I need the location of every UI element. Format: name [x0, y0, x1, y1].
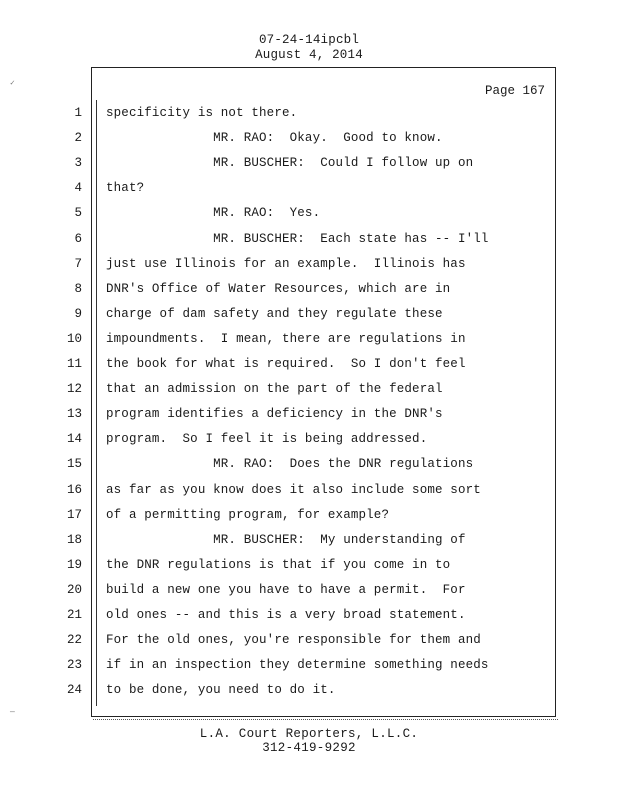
line-number: 7	[74, 257, 82, 271]
line-number: 14	[66, 432, 82, 446]
transcript-line: program identifies a deficiency in the DNR's	[106, 407, 443, 421]
line-number: 18	[66, 533, 82, 547]
line-number: 11	[66, 357, 82, 371]
line-number: 6	[74, 232, 82, 246]
transcript-line: specificity is not there.	[106, 106, 298, 120]
line-number: 16	[66, 483, 82, 497]
line-number: 9	[74, 307, 82, 321]
frame-shadow	[93, 716, 558, 720]
transcript-line: of a permitting program, for example?	[106, 508, 390, 522]
line-number: 2	[74, 131, 82, 145]
line-number: 1	[74, 106, 82, 120]
transcript-line: MR. BUSCHER: Each state has -- I'll	[106, 232, 489, 246]
line-number: 8	[74, 282, 82, 296]
transcript-line: MR. RAO: Does the DNR regulations	[106, 457, 474, 471]
scan-mark-bottom: —	[10, 708, 15, 717]
line-number: 24	[66, 683, 82, 697]
transcript-line: program. So I feel it is being addressed.	[106, 432, 428, 446]
line-number: 3	[74, 156, 82, 170]
transcript-line: the DNR regulations is that if you come in to	[106, 558, 451, 572]
transcript-line: MR. BUSCHER: Could I follow up on	[106, 156, 474, 170]
line-number: 12	[66, 382, 82, 396]
transcript-line: DNR's Office of Water Resources, which are in	[106, 282, 451, 296]
line-number: 5	[74, 206, 82, 220]
document-id: 07-24-14ipcbl	[258, 33, 360, 47]
transcript-line: the book for what is required. So I don't feel	[106, 357, 466, 371]
footer-phone: 312-419-9292	[262, 741, 356, 755]
margin-rule	[96, 100, 97, 706]
transcript-line: to be done, you need to do it.	[106, 683, 336, 697]
transcript-line: that an admission on the part of the federal	[106, 382, 443, 396]
transcript-line: as far as you know does it also include some sort	[106, 483, 481, 497]
page-number: Page 167	[484, 84, 545, 98]
line-number: 17	[66, 508, 82, 522]
transcript-line: For the old ones, you're responsible for them and	[106, 633, 481, 647]
transcript-line: that?	[106, 181, 145, 195]
transcript-line: charge of dam safety and they regulate these	[106, 307, 443, 321]
line-number: 15	[66, 457, 82, 471]
transcript-line: impoundments. I mean, there are regulations in	[106, 332, 466, 346]
line-number: 23	[66, 658, 82, 672]
line-number: 4	[74, 181, 82, 195]
line-number: 21	[66, 608, 82, 622]
transcript-line: old ones -- and this is a very broad statement.	[106, 608, 466, 622]
scan-mark: ✓	[10, 79, 15, 88]
document-date: August 4, 2014	[255, 48, 363, 62]
transcript-line: build a new one you have to have a permit. For	[106, 583, 466, 597]
footer-company: L.A. Court Reporters, L.L.C.	[199, 727, 419, 741]
transcript-line: just use Illinois for an example. Illinois has	[106, 257, 466, 271]
line-number: 13	[66, 407, 82, 421]
line-number: 10	[66, 332, 82, 346]
transcript-line: MR. BUSCHER: My understanding of	[106, 533, 466, 547]
transcript-line: if in an inspection they determine something needs	[106, 658, 489, 672]
transcript-line: MR. RAO: Yes.	[106, 206, 321, 220]
line-number: 19	[66, 558, 82, 572]
line-number: 20	[66, 583, 82, 597]
transcript-line: MR. RAO: Okay. Good to know.	[106, 131, 443, 145]
line-number: 22	[66, 633, 82, 647]
